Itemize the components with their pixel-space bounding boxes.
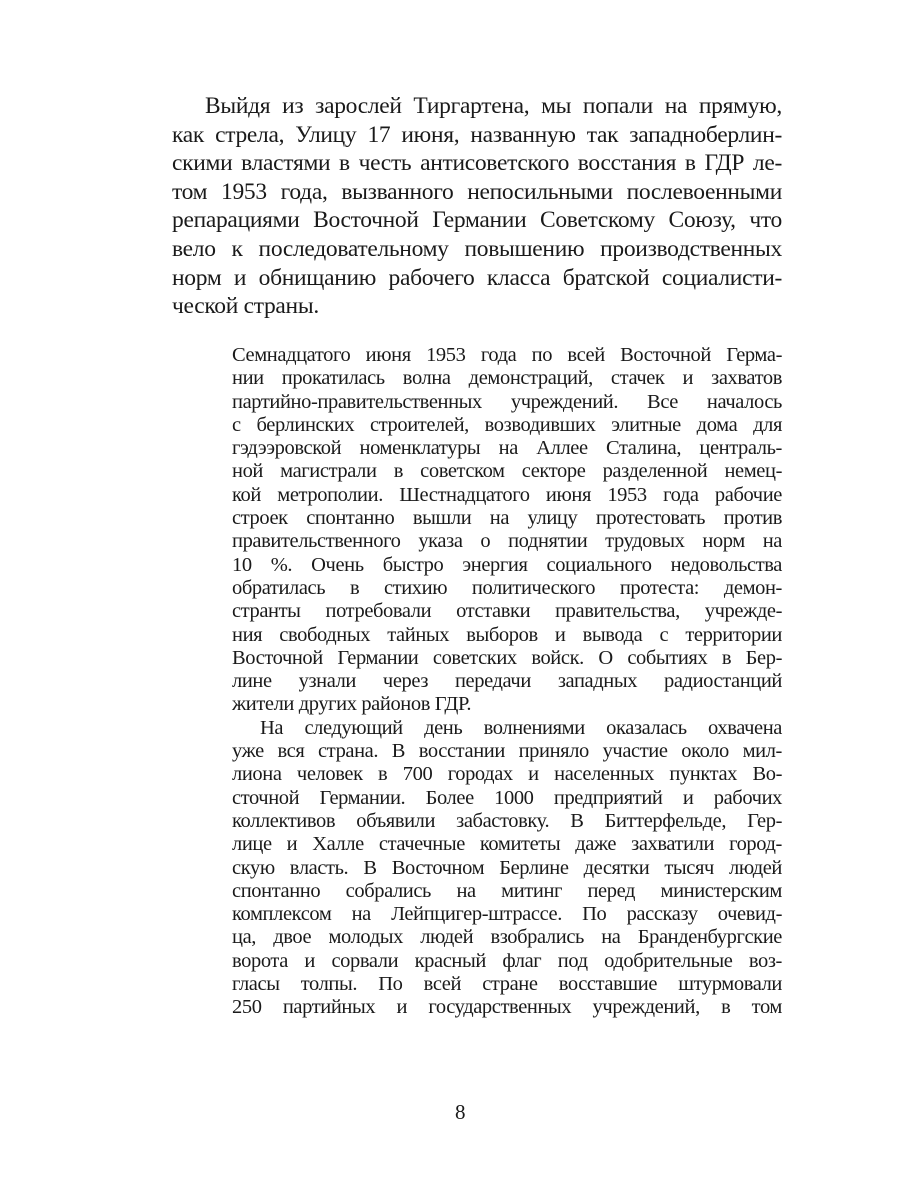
text-line: спонтанно собрались на митинг перед министерским [232,879,782,902]
text-line: как стрела, Улицу 17 июня, названную так западноберлин- [172,121,782,148]
text-line: уже вся страна. В восстании приняло участие около мил- [232,740,782,763]
text-line: ческой страны. [172,293,319,320]
text-line: ния свободных тайных выборов и вывода с территории [232,623,782,646]
text-line: ворота и сорвали красный флаг под одобрительные воз- [232,949,782,972]
text-line: норм и обнищанию рабочего класса братской социалисти- [172,264,782,291]
text-line: Семнадцатого июня 1953 года по всей Восточной Герма- [232,344,782,366]
text-line: скую власть. В Восточном Берлине десятки тысяч людей [232,856,782,879]
text-line: строек спонтанно вышли на улицу протестовать против [232,507,782,530]
text-line: скими властями в честь антисоветского восстания в ГДР ле- [172,150,782,177]
text-line: правительственного указа о поднятии трудовых норм на [232,530,782,553]
text-line: Выйдя из зарослей Тиргартена, мы попали на прямую, [205,93,782,119]
text-line: жители других районов ГДР. [232,693,472,716]
text-line: нии прокатилась волна демонстраций, стачек и захватов [232,367,782,390]
page-number: 8 [455,1100,466,1124]
text-line: том 1953 года, вызванного непосильными послевоенными [172,178,782,205]
text-line: кой метрополии. Шестнадцатого июня 1953 года рабочие [232,483,782,506]
quote-paragraph [232,344,782,717]
text-line: лице и Халле стачечные комитеты даже захватили город- [232,833,782,856]
text-line: ца, двое молодых людей взобрались на Бранденбургские [232,926,782,949]
text-line: гласы толпы. По всей стране восставшие штурмовали [232,973,782,996]
text-line: коллективов объявили забастовку. В Биттерфельде, Гер- [232,809,782,832]
text-line: с берлинских строителей, возводивших элитные дома для [232,413,782,436]
quote-paragraph [232,717,782,1020]
text-line: обратилась в стихию политического протеста: демон- [232,576,782,599]
text-line: ной магистрали в советском секторе разделенной немец- [232,460,782,483]
main-paragraph [172,92,782,321]
quote-block [232,344,782,1020]
text-line: лине узнали через передачи западных радиостанций [232,670,782,693]
text-line: партийно-правительственных учреждений. Все началось [232,390,782,413]
text-line: репарациями Восточной Германии Советскому Союзу, что [172,207,782,234]
text-line: 10 %. Очень быстро энергия социального недовольства [232,553,782,576]
text-line: сточной Германии. Более 1000 предприятий и рабочих [232,786,782,809]
text-line: Восточной Германии советских войск. О событиях в Бер- [232,646,782,669]
text-line: лиона человек в 700 городах и населенных пунктах Во- [232,763,782,786]
text-line: вело к последовательному повышению производственных [172,235,782,262]
text-line: 250 партийных и государственных учреждений, в том [232,996,782,1019]
text-line: комплексом на Лейпцигер-штрассе. По рассказу очевид- [232,903,782,926]
text-line: странты потребовали отставки правительства, учрежде- [232,600,782,623]
text-line: На следующий день волнениями оказалась охвачена [260,716,782,739]
text-line: гэдээровской номенклатуры на Аллее Сталина, централь- [232,437,782,460]
